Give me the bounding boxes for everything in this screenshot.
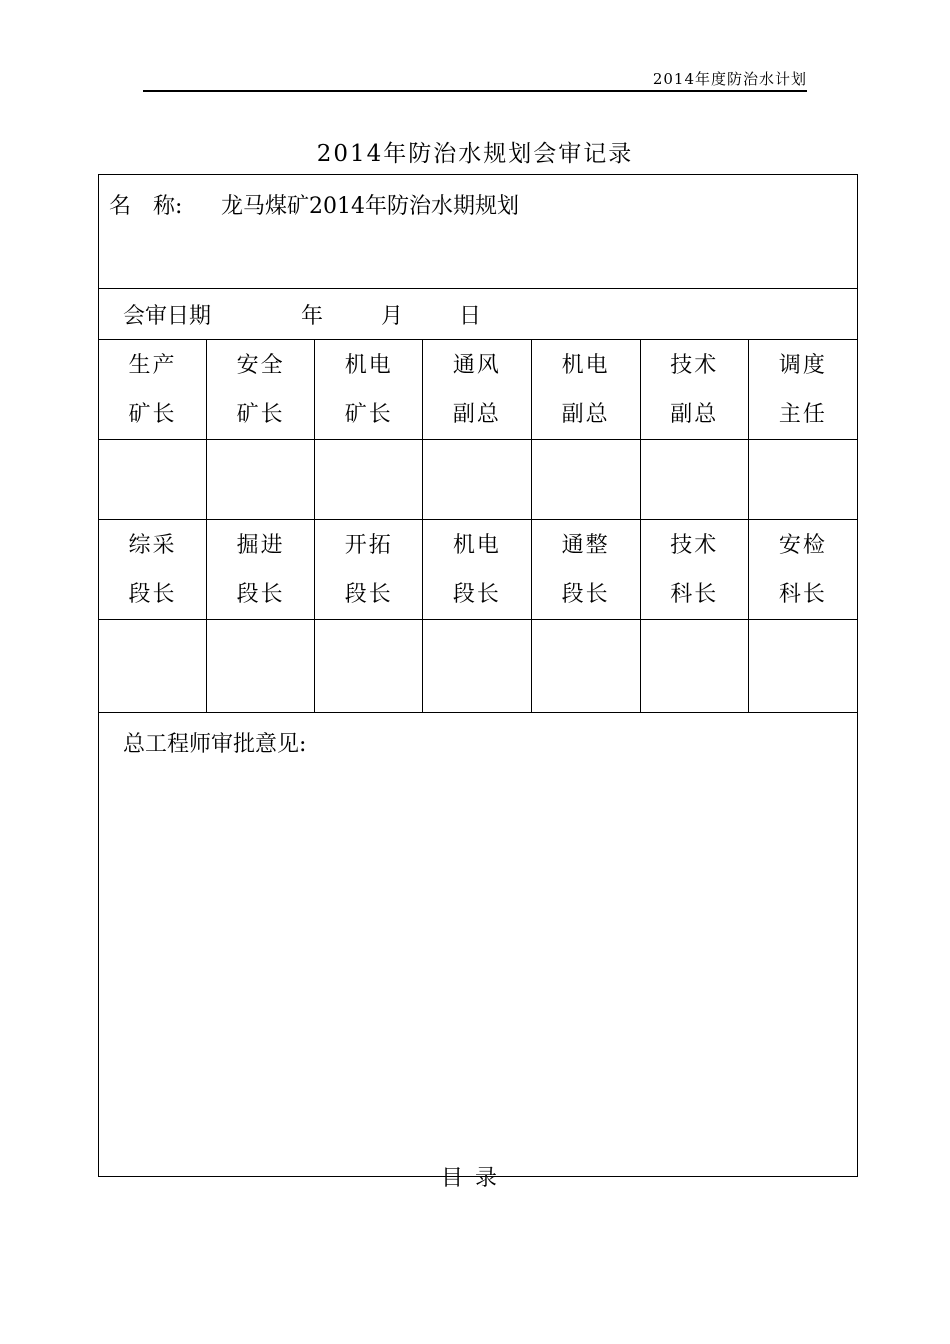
role-cell: 通风 副总	[423, 340, 531, 440]
review-record-table	[98, 174, 858, 1177]
role-cell: 机电 矿长	[315, 340, 423, 440]
role-row-1	[99, 340, 858, 440]
role-cell: 机电 副总	[531, 340, 640, 440]
running-header: 2014年度防治水计划	[652, 70, 807, 88]
signature-row-1	[99, 440, 858, 520]
signature-cell[interactable]	[315, 440, 423, 520]
role-cell: 机电 段长	[423, 520, 531, 620]
role-cell: 生产 矿长	[99, 340, 207, 440]
chief-engineer-opinion-cell[interactable]	[99, 713, 858, 1177]
role-cell: 技术 科长	[640, 520, 748, 620]
signature-cell[interactable]	[207, 440, 315, 520]
date-day: 日	[459, 303, 482, 329]
role-cell: 开拓 段长	[315, 520, 423, 620]
signature-cell[interactable]	[207, 620, 315, 713]
header-rule	[143, 90, 807, 92]
signature-cell[interactable]	[748, 620, 857, 713]
signature-cell[interactable]	[748, 440, 857, 520]
signature-cell[interactable]	[531, 620, 640, 713]
date-label: 会审日期	[123, 303, 212, 329]
review-date-cell	[99, 289, 858, 340]
role-cell: 技术 副总	[640, 340, 748, 440]
name-value: 龙马煤矿2014年防治水期规划	[221, 194, 519, 219]
document-title: 2014年防治水规划会审记录	[316, 141, 634, 167]
role-cell: 通整 段长	[531, 520, 640, 620]
signature-cell[interactable]	[423, 620, 531, 713]
signature-cell[interactable]	[423, 440, 531, 520]
role-cell: 掘进 段长	[207, 520, 315, 620]
toc-heading: 目录	[440, 1166, 509, 1191]
date-year: 年	[301, 303, 324, 329]
signature-cell[interactable]	[99, 440, 207, 520]
role-cell: 综采 段长	[99, 520, 207, 620]
signature-cell[interactable]	[99, 620, 207, 713]
signature-cell[interactable]	[640, 440, 748, 520]
role-cell: 调度 主任	[748, 340, 857, 440]
role-cell: 安全 矿长	[207, 340, 315, 440]
date-month: 月	[381, 303, 404, 329]
signature-cell[interactable]	[315, 620, 423, 713]
signature-cell[interactable]	[531, 440, 640, 520]
opinion-label: 总工程师审批意见:	[123, 732, 307, 757]
role-row-2	[99, 520, 858, 620]
name-label: 名 称:	[109, 194, 183, 219]
role-cell: 安检 科长	[748, 520, 857, 620]
signature-row-2	[99, 620, 858, 713]
signature-cell[interactable]	[640, 620, 748, 713]
project-name-cell	[99, 175, 858, 289]
